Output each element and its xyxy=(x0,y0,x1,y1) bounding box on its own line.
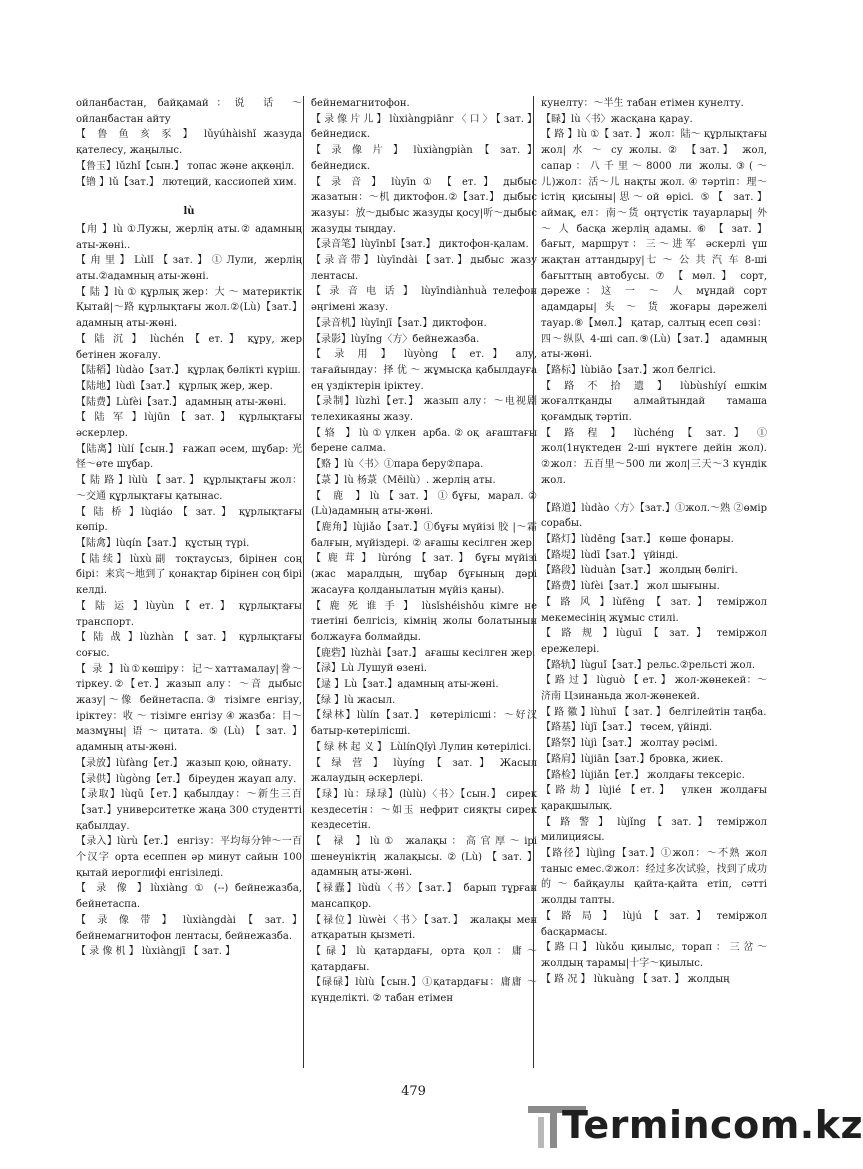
dictionary-entry: 【路标】lùbiāo【зат.】жол белгісі. xyxy=(541,364,716,376)
dictionary-entry: 【睩】lù〈书〉жасқана қарау. xyxy=(541,113,693,125)
dictionary-entry: 【陆禽】lùqín【зат.】 құстың түрі. xyxy=(76,537,250,549)
dictionary-entry: кунелту：～半生 табан етімен кунелту. xyxy=(541,98,744,109)
dictionary-entry: 【路基】lùjī【зат.】 төсем, үйінді. xyxy=(541,722,713,734)
dictionary-entry: 【甪里】Lùlǐ【зат.】①Лули, жерлің аты.②адамның аты-жөні. xyxy=(76,255,302,283)
dictionary-entry: 【录入】lùrù【ет.】 енгізу：平均每分钟～一百个汉字 орта есеппен әр минут сайын 100 қытай иероглифі енгізіледі. xyxy=(76,836,302,879)
dictionary-entry: 【路劫】lùjié【ет.】 үлкен жолдағы қарақшылық. xyxy=(541,785,767,812)
dictionary-entry: 【陆费】Lùfèi【зат.】 адамның аты-жөні. xyxy=(76,396,287,408)
dictionary-entry: 【录音带】lùyīndài【зат.】дыбыс жазу лентасы. xyxy=(311,255,537,282)
dictionary-entry: 【 禄 】lù① жалақы：高官厚～ірі шенеуніктің жалақысы.②(Lù)【зат.】 адамның аты-жөні. xyxy=(311,836,537,879)
dictionary-entry: 【路堤】lùdī【зат.】 үйінді. xyxy=(541,549,679,561)
dictionary-entry: 【绿 】lù жасыл. xyxy=(311,694,396,706)
dictionary-entry: 【 路 警 】 lùjǐng 【 зат. 】 теміржол милициясы. xyxy=(541,816,767,844)
dictionary-entry: 【 陆 路 】lùlù 【 зат. 】 құрлықтағы жол：～交通 құрлықтағы қатынас. xyxy=(76,475,302,502)
dictionary-entry: 【辂 】lù①үлкен арба.②оқ ағаштағы берене салма. xyxy=(311,427,537,455)
dictionary-entry: 【 录 像 带 】 lùxiàngdài 【 зат. 】 бейнемагнитофон лентасы, бейнежазба. xyxy=(76,914,302,942)
column-left xyxy=(76,96,302,1071)
dictionary-entry: 【 陆 】lù ① құрлық жер：大 ～ материктік Қытай|～路 құрлықтағы жол.②(Lù)【зат.】 адамның аты-жөні. xyxy=(76,286,302,330)
dictionary-entry: 【 录 用 】 lùyòng 【 ет. 】 алу, тағайындау：择 优 ～ жұмысқа қабылдауға ең үздіктерін іріктеу. xyxy=(311,349,537,392)
spacer xyxy=(541,489,767,501)
dictionary-entry: 【 鹿 死 谁 手 】 lùsǐshéishǒu кімге не тиетіні белгісіз, кімнің жолы болатынын болжауға болмайды. xyxy=(311,600,537,643)
entries-block xyxy=(311,96,537,1007)
entries-block xyxy=(76,96,302,190)
dictionary-entry: 【录像片儿】lùxiàngpiānr〈口〉【зат.】 бейнедиск. xyxy=(311,113,537,141)
dictionary-entry: 【 录 像 】lùxiàng ① (--) бейнежазба, бейнетаспа. xyxy=(76,883,302,911)
dictionary-entry: 【 绿 营 】 lùyíng 【 зат. 】 Жасыл жалаудың әскерлері. xyxy=(311,757,537,785)
dictionary-entry: 【 路 局 】 lùjú 【 зат. 】 теміржол басқармасы. xyxy=(541,910,767,938)
dictionary-entry: 【 路 况 】 lùkuàng 【 зат. 】 жолдың xyxy=(541,973,730,985)
column-divider xyxy=(303,96,304,1068)
dictionary-entry: 【琭】lù：琭琭】(lùlù)〈书〉【сын.】 сирек кездесетін：～如玉 нефрит сияқты сирек кездесетін. xyxy=(311,788,537,832)
dictionary-entry: 【路检】lùjiǎn【ет.】 жолдағы тексеріс. xyxy=(541,769,745,781)
dictionary-entry: 【 路 】lù ①【 зат. 】 жол：陆～ құрлықтағы жол| 水 ～ су жолы. ② 【зат.】 жол, сапар：八千里～8000 ли жолы.③(～儿)жол：活～儿 нақты жол. ④ тәртіп：理～істің қисыны|思～ой өрісі. ⑤【 зат.】 аймақ, ел：南～货 оңтүстік тауарлары| 外 ～ 人 басқа жерлің адамы. ⑥ 【 зат. 】 бағыт, маршрут：三～进军 әскерлі үш жақтан аттандыру|七 ～ 公 共 汽 车 8-ші бағыттың автобусы. ⑦ 【 мөл. 】 сорт, дәреже：这 一 ～ 人 мұндай сорт адамдары| 头 ～ 货 жоғары дәрежелі тауар.⑧【мөл.】 қатар, салтың есеп сөзі：四～纵队 4-ші сап.⑨(Lù)【зат.】 адамның аты-жөні. xyxy=(541,129,767,361)
section-heading: lù xyxy=(183,206,195,218)
dictionary-entry: 【逯 】Lù【зат.】адамның аты-жөні. xyxy=(311,679,499,691)
dictionary-entry: 【鲁玉】lǔzhǐ【сын.】 топас және ақкөңіл. xyxy=(76,160,295,172)
column-middle xyxy=(311,96,537,1071)
dictionary-entry: 【路肩】lùjiān【зат.】бровка, жиек. xyxy=(541,753,724,765)
dictionary-entry: 【陆续】lùxù副 тоқтаусыз, бірінен соң бірі：来宾～地到了 қонақтар бірінен соң бірі келді. xyxy=(76,553,302,597)
dictionary-entry: 【录取】lùqǔ【ет.】қабылдау：～新生三百【зат.】университетке жаңа 300 студентті қабылдау. xyxy=(76,789,302,832)
dictionary-entry: 【 绿 林 起 义 】 LùlínQǐyì Лулин көтерілісі. xyxy=(311,741,532,753)
dictionary-entry: 【路口】lùkǒu қиылыс, торап：三岔～ жолдың тарамы|十字～қиылыс. xyxy=(541,942,767,969)
entries-block xyxy=(76,222,302,960)
dictionary-entry: 【镥 】lǔ【зат.】 лютеций, кассиопей хим. xyxy=(76,176,297,188)
dictionary-entry: 【路灯】lùdēng【зат.】 көше фонары. xyxy=(541,533,734,545)
dictionary-entry: 【路径】lùjìng【зат.】①жол：～不熟 жол таныс емес.②жол：经过多次试验，找到了成功的～байқаулы қайта-қайта етіп, сәтті жолды тапты. xyxy=(541,848,767,907)
dictionary-entry: ойланбастан, байқамай：说 话 ～ ойланбастан айту xyxy=(76,98,302,125)
dictionary-entry: 【路费】lùfèi【зат.】 жол шығыны. xyxy=(541,581,720,593)
dictionary-entry: 【碌碌】lùlù【сын.】①қатардағы：庸庸 ～ күнделікті. ② табан етімен xyxy=(311,977,537,1005)
dictionary-entry: 【 录 】lù①көшіру：记～хаттамалау|誊～тіркеу.②【ет.】жазып алу：～音 дыбыс жазу|～像 бейнетаспа.③ тізімге енгізу, іріктеу：收 ～ тізімге енгізу ④ жазба：目～мазмұны|语～цитата.⑤(Lù)【зат.】 адамның аты-жөні. xyxy=(76,663,302,754)
dictionary-entry: 【 陆 战 】lùzhàn 【 зат. 】 құрлықтағы соғыс. xyxy=(76,632,302,659)
dictionary-entry: 【禄位】lùwèi〈书〉【зат.】 жалақы мен атқаратын қызметі. xyxy=(311,914,537,942)
dictionary-entry: 【 鲁 鱼 亥 豕 】 lǔyúhàishǐ жазуда қателесу, жаңылыс. xyxy=(76,129,302,157)
dictionary-entry: 【 路 徽 】lùhuī 【 зат. 】 белгілейтін таңба. xyxy=(541,706,767,718)
dictionary-entry: 【赂 】lù〈书〉①пара беру②пара. xyxy=(311,459,484,471)
dictionary-entry: 【陆离】lùlí【сын.】 ғажап әсем, шұбар: 光怪～өте шұбар. xyxy=(76,443,302,471)
dictionary-entry: 【陆稻】lùdào【зат.】 құрлақ бөлікті күріш. xyxy=(76,365,301,377)
dictionary-entry: 【 路 过 】 lùguò 【 ет. 】 жол-жөнекей：～济南 Цзинаньда жол-жөнекей. xyxy=(541,675,767,703)
dictionary-entry: 【 路 风 】lùfēng 【 зат. 】 теміржол мекемесінің жұмыс стилі. xyxy=(541,596,767,624)
dictionary-entry: 【 路 不 拾 遗 】 lùbùshíyí ешкім жоғалтқанды алмайтындай тамаша қоғамдық тәртіп. xyxy=(541,380,767,424)
dictionary-entry: 【录影】lùyǐng〈方〉бейнежазба. xyxy=(311,333,480,345)
dictionary-entry: 【渌】Lù Лушуй өзені. xyxy=(311,663,427,675)
dictionary-entry: 【鹿砦】lùzhài【зат.】 ағашы кесілген жер. xyxy=(311,647,536,659)
dictionary-entry: 【路祭】lùjì【зат.】 жолтау рәсімі. xyxy=(541,738,718,750)
dictionary-entry: 【 录 音 】 lùyīn ① 【 ет. 】 дыбыс жазатын：～机 диктофон.②【зат.】 дыбыс жазуы：放～дыбыс жазуды қосу|听～дыбыс жазуды тыңдау. xyxy=(311,176,537,235)
dictionary-entry: 【 陆 沉 】 lùchén 【 ет. 】 құру, жер бетінен жоғалу. xyxy=(76,333,302,361)
dictionary-entry: 【 路 规 】lùguī 【 зат. 】 теміржол ережелері. xyxy=(541,628,767,655)
dictionary-entry: 【 录 音 电 话 】 lùyīndiànhuà телефон әңгімені жазу. xyxy=(311,286,537,314)
logo-mark-icon xyxy=(550,1106,557,1148)
dictionary-entry: 【 陆 运 】lùyùn 【 ет. 】 құрлықтағы транспорт. xyxy=(76,600,302,628)
dictionary-entry: 【绿林】lùlín【зат.】 көтерілісші：～好汉 батыр-көтерілісші. xyxy=(311,710,537,738)
dictionary-entry: 【录放】lùfàng【ет.】 жазып қою, ойнату. xyxy=(76,757,292,769)
dictionary-entry: 【录音机】lùyīnjī【зат.】диктофон. xyxy=(311,317,487,329)
column-divider xyxy=(533,96,534,1068)
column-right xyxy=(541,96,767,1071)
dictionary-entry: 【鹿角】lùjiǎo【зат.】①бұғы мүйізі 胶 |～霜 балғын, мүйіздері. ② ағашы кесілген жер. xyxy=(311,521,537,549)
dictionary-entry: бейнемагнитофон. xyxy=(311,98,410,109)
dictionary-entry: 【碌】lù қатардағы, орта қол：庸～қатардағы. xyxy=(311,945,537,973)
logo-mark-icon xyxy=(538,1117,544,1148)
dictionary-entry: 【禄蠹】lùdù〈书〉【зат.】 барып тұрған мансапқор. xyxy=(311,883,537,910)
dictionary-entry: 【 录 像 片 】 lùxiàngpiàn 【 зат. 】 бейнедиск. xyxy=(311,145,537,172)
dictionary-entry: 【 陆 桥 】lùqiáo 【 зат. 】 құрлықтағы көпір. xyxy=(76,506,302,534)
dictionary-entry: 【陆地】lùdì【зат.】 құрлық жер, жер. xyxy=(76,380,273,392)
termincom-logo[interactable] xyxy=(526,1103,863,1153)
dictionary-entry: 【 鹿 】lù【зат.】①бұғы, марал.② (Lù)адамның аты-жөні. xyxy=(311,490,537,518)
entries-block xyxy=(541,501,767,988)
dictionary-entry: 【 录 像 机 】 lùxiàngjī 【 зат. 】 xyxy=(76,946,236,958)
dictionary-entry: 【路道】lùdào〈方〉【зат.】①жол.～熟 ②өмір сорабы. xyxy=(541,502,767,530)
dictionary-entry: 【 路 程 】 lùchéng 【 зат. 】 ① жол(1нүктеден 2-ші нүктеге дейін жол). ②жол：五百里～500 ли жол|三天～3 күндік жол. xyxy=(541,427,767,486)
dictionary-entry: 【 鹿 茸 】 lùróng 【 зат. 】 бұғы мүйізі (жас маралдың, шұбар бұғының дәрі жасауға қолданылатын мүйіз қаны). xyxy=(311,553,537,596)
page-number: 479 xyxy=(401,1084,426,1099)
dictionary-entry: 【甪 】lù ①Лужы, жерлің аты.② адамның аты-жөні.. xyxy=(76,223,302,251)
dictionary-entry: 【 陆 军 】lùjūn 【 зат. 】 құрлықтағы әскерлер. xyxy=(76,412,302,440)
dictionary-entry: 【录音笔】lùyīnbǐ【зат.】 диктофон-қалам. xyxy=(311,239,529,251)
dictionary-entry: 【录供】lùgòng【ет.】 біреуден жауап алу. xyxy=(76,773,297,785)
dictionary-entry: 【菉 】lù 杨菉（Mēilù）. жерлің аты. xyxy=(311,474,496,486)
dictionary-entry: 【路段】lùduàn【зат.】 жолдың бөлігі. xyxy=(541,565,738,577)
dictionary-entry: 【路轨】lùguǐ【зат.】рельс.②рельсті жол. xyxy=(541,659,756,671)
logo-text: Termincom.kz xyxy=(562,1103,863,1147)
dictionary-entry: 【录制】lùzhì【ет.】 жазып алу：～电视剧 телехикаяны жазу. xyxy=(311,396,537,424)
entries-block xyxy=(541,96,767,489)
